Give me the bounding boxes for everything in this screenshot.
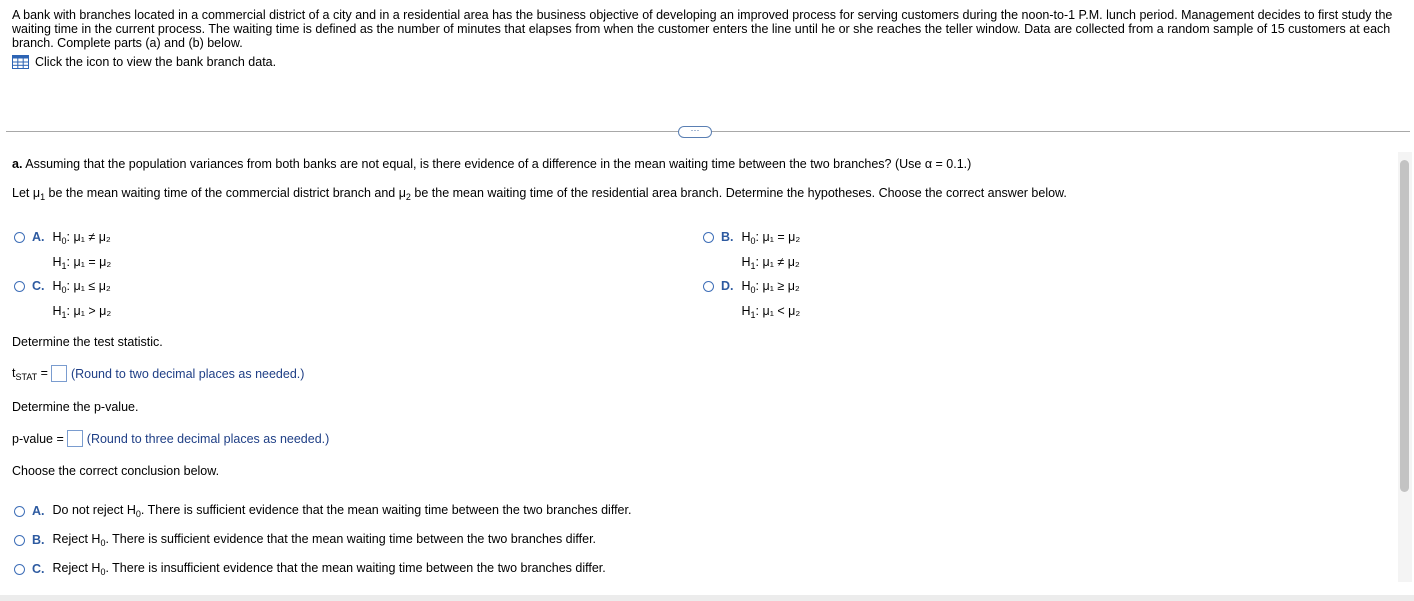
- conclusion-prompt: Choose the correct conclusion below.: [12, 464, 220, 478]
- radio-button[interactable]: [703, 232, 714, 243]
- conclusion-option-c[interactable]: [14, 561, 606, 577]
- conclusion-option-b[interactable]: [14, 532, 596, 548]
- t-stat-label: $t_{STAT}$ =: [12, 365, 48, 382]
- hypothesis-pair: $H_0$: μ₁ = μ₂ $H_1$: μ₁ ≠ μ₂: [741, 230, 801, 271]
- t-stat-hint: (Round to two decimal places as needed.): [70, 366, 305, 381]
- hypothesis-option-c[interactable]: [14, 279, 111, 326]
- conclusion-option-a[interactable]: [14, 503, 631, 519]
- null-hypothesis: μ₁ = μ₂: [762, 230, 801, 244]
- part-a-question: [12, 157, 971, 171]
- hypothesis-option-a[interactable]: [14, 230, 111, 277]
- t-stat-input[interactable]: [51, 365, 67, 382]
- hypothesis-pair: $H_0$: μ₁ ≤ μ₂ $H_1$: μ₁ > μ₂: [52, 279, 112, 320]
- problem-intro: A bank with branches located in a commercial district of a city and in a residential area has the business objective of developing an improved process for serving customers during the noon-to-1 P.M. lunch period. Management decides to first study the waiting time in the current process. The waiting time is defined as the number of minutes that elapses from when the customer enters the line until he or she reaches the teller window. Data are collected from a random sample of 15 customers at each branch. Complete parts (a) and (b) below.: [12, 8, 1393, 50]
- let-text-2: be the mean waiting time of the commercial district branch and μ: [45, 186, 406, 200]
- radio-button[interactable]: [14, 535, 25, 546]
- option-letter: C.: [32, 562, 45, 576]
- view-data-link[interactable]: [12, 55, 276, 69]
- null-hypothesis: μ₁ ≤ μ₂: [73, 279, 111, 293]
- hypothesis-option-d[interactable]: [703, 279, 800, 326]
- radio-button[interactable]: [14, 232, 25, 243]
- null-hypothesis: μ₁ ≠ μ₂: [73, 230, 111, 244]
- hypothesis-pair: $H_0$: μ₁ ≥ μ₂ $H_1$: μ₁ < μ₂: [741, 279, 801, 320]
- part-a-question-text: Assuming that the population variances from both banks are not equal, is there evidence of a difference in the mean waiting time between the two branches? (Use α = 0.1.): [25, 157, 972, 171]
- p-value-prompt: Determine the p-value.: [12, 400, 139, 414]
- p-value-input[interactable]: [67, 430, 83, 447]
- conclusion-text: Reject $H_0$. There is sufficient evidence that the mean waiting time between the two branches differ.: [52, 532, 597, 548]
- radio-button[interactable]: [14, 281, 25, 292]
- radio-button[interactable]: [703, 281, 714, 292]
- option-letter: C.: [32, 279, 45, 293]
- test-stat-prompt: Determine the test statistic.: [12, 335, 163, 349]
- table-icon[interactable]: [12, 55, 29, 69]
- radio-button[interactable]: [14, 506, 25, 517]
- option-letter: A.: [32, 504, 45, 518]
- let-text-1: Let μ: [12, 186, 41, 200]
- part-a-label: a.: [12, 157, 23, 171]
- radio-button[interactable]: [14, 564, 25, 575]
- hypothesis-option-b[interactable]: [703, 230, 800, 277]
- alt-hypothesis: μ₁ = μ₂: [73, 255, 112, 269]
- scrollbar-thumb[interactable]: [1400, 160, 1409, 492]
- hypotheses-instruction: [12, 186, 1067, 202]
- let-sub-2: 2: [405, 192, 411, 202]
- bottom-bar: [0, 595, 1414, 601]
- option-letter: B.: [32, 533, 45, 547]
- null-hypothesis: μ₁ ≥ μ₂: [762, 279, 800, 293]
- view-data-label[interactable]: Click the icon to view the bank branch data.: [35, 55, 277, 69]
- alt-hypothesis: μ₁ < μ₂: [762, 304, 801, 318]
- expand-more-button[interactable]: ···: [678, 126, 712, 138]
- let-sub-1: 1: [40, 192, 46, 202]
- option-letter: A.: [32, 230, 45, 244]
- test-stat-row: [12, 365, 304, 382]
- alt-hypothesis: μ₁ ≠ μ₂: [762, 255, 800, 269]
- hypothesis-pair: $H_0$: μ₁ ≠ μ₂ $H_1$: μ₁ = μ₂: [52, 230, 112, 271]
- p-value-row: [12, 430, 329, 447]
- let-text-3: be the mean waiting time of the residential area branch. Determine the hypotheses. Choose the correct answer below.: [410, 186, 1067, 200]
- p-value-label: p-value =: [12, 431, 64, 446]
- conclusion-text: Do not reject $H_0$. There is sufficient evidence that the mean waiting time between the two branches differ.: [52, 503, 632, 519]
- option-letter: B.: [721, 230, 734, 244]
- option-letter: D.: [721, 279, 734, 293]
- conclusion-text: Reject $H_0$. There is insufficient evidence that the mean waiting time between the two branches differ.: [52, 561, 606, 577]
- p-value-hint: (Round to three decimal places as needed.): [86, 431, 330, 446]
- alt-hypothesis: μ₁ > μ₂: [73, 304, 112, 318]
